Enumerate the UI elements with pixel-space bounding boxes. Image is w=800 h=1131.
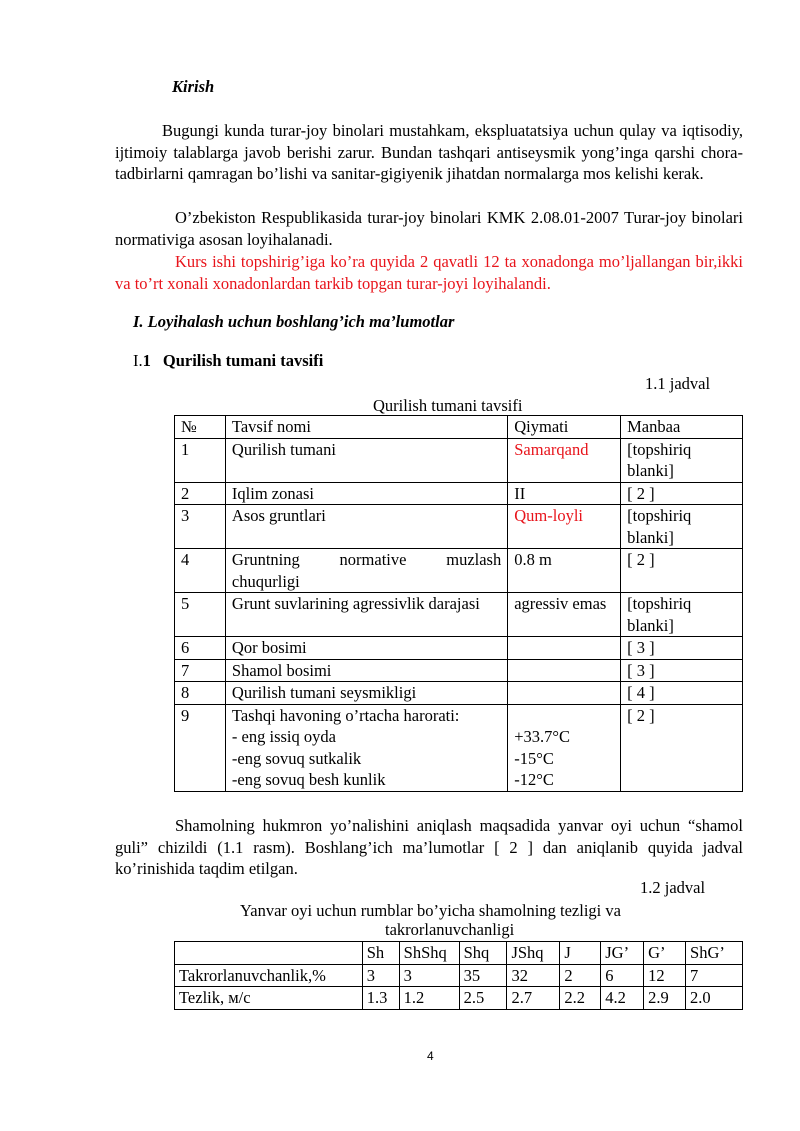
description-text: Qurilish tumani — [231, 439, 336, 459]
source-cell: [ 2 ] — [621, 549, 743, 593]
table1-label: 1.1 jadval — [645, 374, 711, 393]
value-cell: agressiv emas — [508, 593, 621, 637]
heading-kirish: Kirish — [172, 77, 215, 96]
source-cell: [ 3 ] — [621, 637, 743, 660]
value-line: +33.7°C — [514, 727, 571, 746]
table-cell: 2.7 — [507, 987, 560, 1010]
value-cell — [508, 659, 621, 682]
row-label-cell: Takrorlanuvchanlik,% — [175, 964, 363, 987]
table-row — [175, 682, 743, 705]
table-cell: 4.2 — [601, 987, 644, 1010]
table-qurilish-tumani — [174, 415, 743, 792]
description-text: Grunt suvlarining agressivlik darajasi — [231, 594, 480, 613]
table2-label: 1.2 jadval — [640, 878, 706, 897]
description-text: Gruntning normative muzlash chuqurligi — [231, 550, 502, 591]
table-row — [175, 659, 743, 682]
value-cell — [508, 637, 621, 660]
description-cell — [225, 505, 507, 549]
header-cell: JShq — [507, 942, 560, 965]
value-cell: Samarqand — [508, 438, 621, 482]
description-cell — [225, 482, 507, 505]
row-number-cell: 8 — [175, 682, 226, 705]
description-line: Tashqi havoning o’rtacha harorati: — [231, 705, 460, 725]
table2-caption-line2: takrorlanuvchanligi — [385, 920, 515, 939]
description-cell — [225, 593, 507, 637]
header-cell: ShG’ — [686, 942, 743, 965]
row-number-cell: 9 — [175, 704, 226, 791]
table-cell: 7 — [686, 964, 743, 987]
table-row — [175, 438, 743, 482]
row-number-cell: 1 — [175, 438, 226, 482]
source-cell: [topshiriq blanki] — [621, 505, 743, 549]
subsection-num-prefix: I. — [133, 351, 143, 370]
description-text: Qurilish tumani seysmikligi — [231, 683, 417, 702]
source-cell: [ 3 ] — [621, 659, 743, 682]
value-cell: 0.8 m — [508, 549, 621, 593]
header-cell: Manbaa — [621, 416, 743, 439]
header-cell — [175, 942, 363, 965]
description-text: Asos gruntlari — [231, 506, 326, 525]
table-row — [175, 637, 743, 660]
subsection-heading — [133, 351, 323, 371]
value-cell: Qum-loyli — [508, 505, 621, 549]
header-cell: № — [175, 416, 226, 439]
table-cell: 2.5 — [459, 987, 507, 1010]
table-cell: 6 — [601, 964, 644, 987]
table-cell: 3 — [362, 964, 399, 987]
table-cell: 32 — [507, 964, 560, 987]
header-cell: Tavsif nomi — [225, 416, 507, 439]
description-cell — [225, 549, 507, 593]
intro-paragraph-1: Bugungi kunda turar-joy binolari mustahkam, ekspluatatsiya uchun qulay va iqtisodiy, ijtimoiy talablarga javob berishi zarur. Bundan tashqari antiseysmik yong’inga qarshi chora-tadbirlarni qamragan bo’lishi va sanitar-gigiyenik jihatdan normalarga mos kelishi kerak. — [115, 121, 743, 183]
value-cell — [508, 682, 621, 705]
table-row — [175, 593, 743, 637]
row-number-cell: 7 — [175, 659, 226, 682]
subsection-title: Qurilish tumani tavsifi — [162, 351, 324, 370]
description-line: - eng issiq oyda — [231, 727, 336, 746]
header-cell: Shq — [459, 942, 507, 965]
table-header-row — [175, 942, 743, 965]
wind-paragraph: Shamolning hukmron yo’nalishini aniqlash maqsadida yanvar oyi uchun “shamol guli” chizildi (1.1 rasm). Boshlang’ich ma’lumotlar [ 2 ] dan aniqlanib quyida jadval ko’rinishida taqdim etilgan. — [115, 816, 743, 878]
row-number-cell: 5 — [175, 593, 226, 637]
row-number-cell: 2 — [175, 482, 226, 505]
subsection-num: 1 — [142, 351, 151, 370]
description-cell — [225, 659, 507, 682]
value-cell: II — [508, 482, 621, 505]
description-cell — [225, 704, 507, 791]
description-cell — [225, 438, 507, 482]
table-row — [175, 505, 743, 549]
table-cell: 12 — [644, 964, 686, 987]
table-row — [175, 482, 743, 505]
description-line: -eng sovuq sutkalik — [231, 748, 362, 768]
header-cell: Qiymati — [508, 416, 621, 439]
row-number-cell: 3 — [175, 505, 226, 549]
table-cell: 1.2 — [399, 987, 459, 1010]
value-line: -15°C — [514, 748, 554, 768]
section-heading: I. Loyihalash uchun boshlang’ich ma’lumotlar — [133, 312, 455, 331]
table-cell: 2.2 — [560, 987, 601, 1010]
description-text: Iqlim zonasi — [231, 483, 314, 503]
header-cell: G’ — [644, 942, 686, 965]
table-cell: 1.3 — [362, 987, 399, 1010]
row-number-cell: 6 — [175, 637, 226, 660]
table-row — [175, 987, 743, 1010]
table-cell: 2.9 — [644, 987, 686, 1010]
page-number: 4 — [427, 1049, 434, 1063]
table-cell: 35 — [459, 964, 507, 987]
table-header-row — [175, 416, 743, 439]
header-cell: Sh — [362, 942, 399, 965]
value-line: -12°C — [514, 770, 554, 789]
header-cell: J — [560, 942, 601, 965]
row-number-cell: 4 — [175, 549, 226, 593]
source-cell: [topshiriq blanki] — [621, 438, 743, 482]
intro-paragraph-2: O’zbekiston Respublikasida turar-joy binolari KMK 2.08.01-2007 Turar-joy binolari normativiga asosan loyihalanadi. — [115, 208, 743, 249]
value-cell — [508, 704, 621, 791]
table-cell: 2 — [560, 964, 601, 987]
source-cell: [topshiriq blanki] — [621, 593, 743, 637]
table-row — [175, 964, 743, 987]
source-cell: [ 2 ] — [621, 482, 743, 505]
source-cell: [ 4 ] — [621, 682, 743, 705]
description-text: Qor bosimi — [231, 638, 307, 657]
spacer — [514, 705, 614, 727]
table-cell: 2.0 — [686, 987, 743, 1010]
description-cell — [225, 637, 507, 660]
header-cell: ShShq — [399, 942, 459, 965]
table1-caption: Qurilish tumani tavsifi — [373, 396, 523, 415]
table2-caption-line1: Yanvar oyi uchun rumblar bo’yicha shamolning tezligi va — [240, 901, 621, 920]
header-cell: JG’ — [601, 942, 644, 965]
table-row — [175, 704, 743, 791]
source-cell: [ 2 ] — [621, 704, 743, 791]
description-text: Shamol bosimi — [231, 660, 332, 680]
table-cell: 3 — [399, 964, 459, 987]
description-line: -eng sovuq besh kunlik — [231, 770, 386, 789]
row-label-cell: Tezlik, м/с — [175, 987, 363, 1010]
table-wind-rumbs — [174, 941, 743, 1010]
intro-paragraph-red: Kurs ishi topshirig’iga ko’ra quyida 2 qavatli 12 ta xonadonga mo’ljallangan bir,ikki va to’rt xonali xonadonlardan tarkib topgan turar-joyi loyihalandi. — [115, 252, 743, 293]
table-row — [175, 549, 743, 593]
description-cell — [225, 682, 507, 705]
